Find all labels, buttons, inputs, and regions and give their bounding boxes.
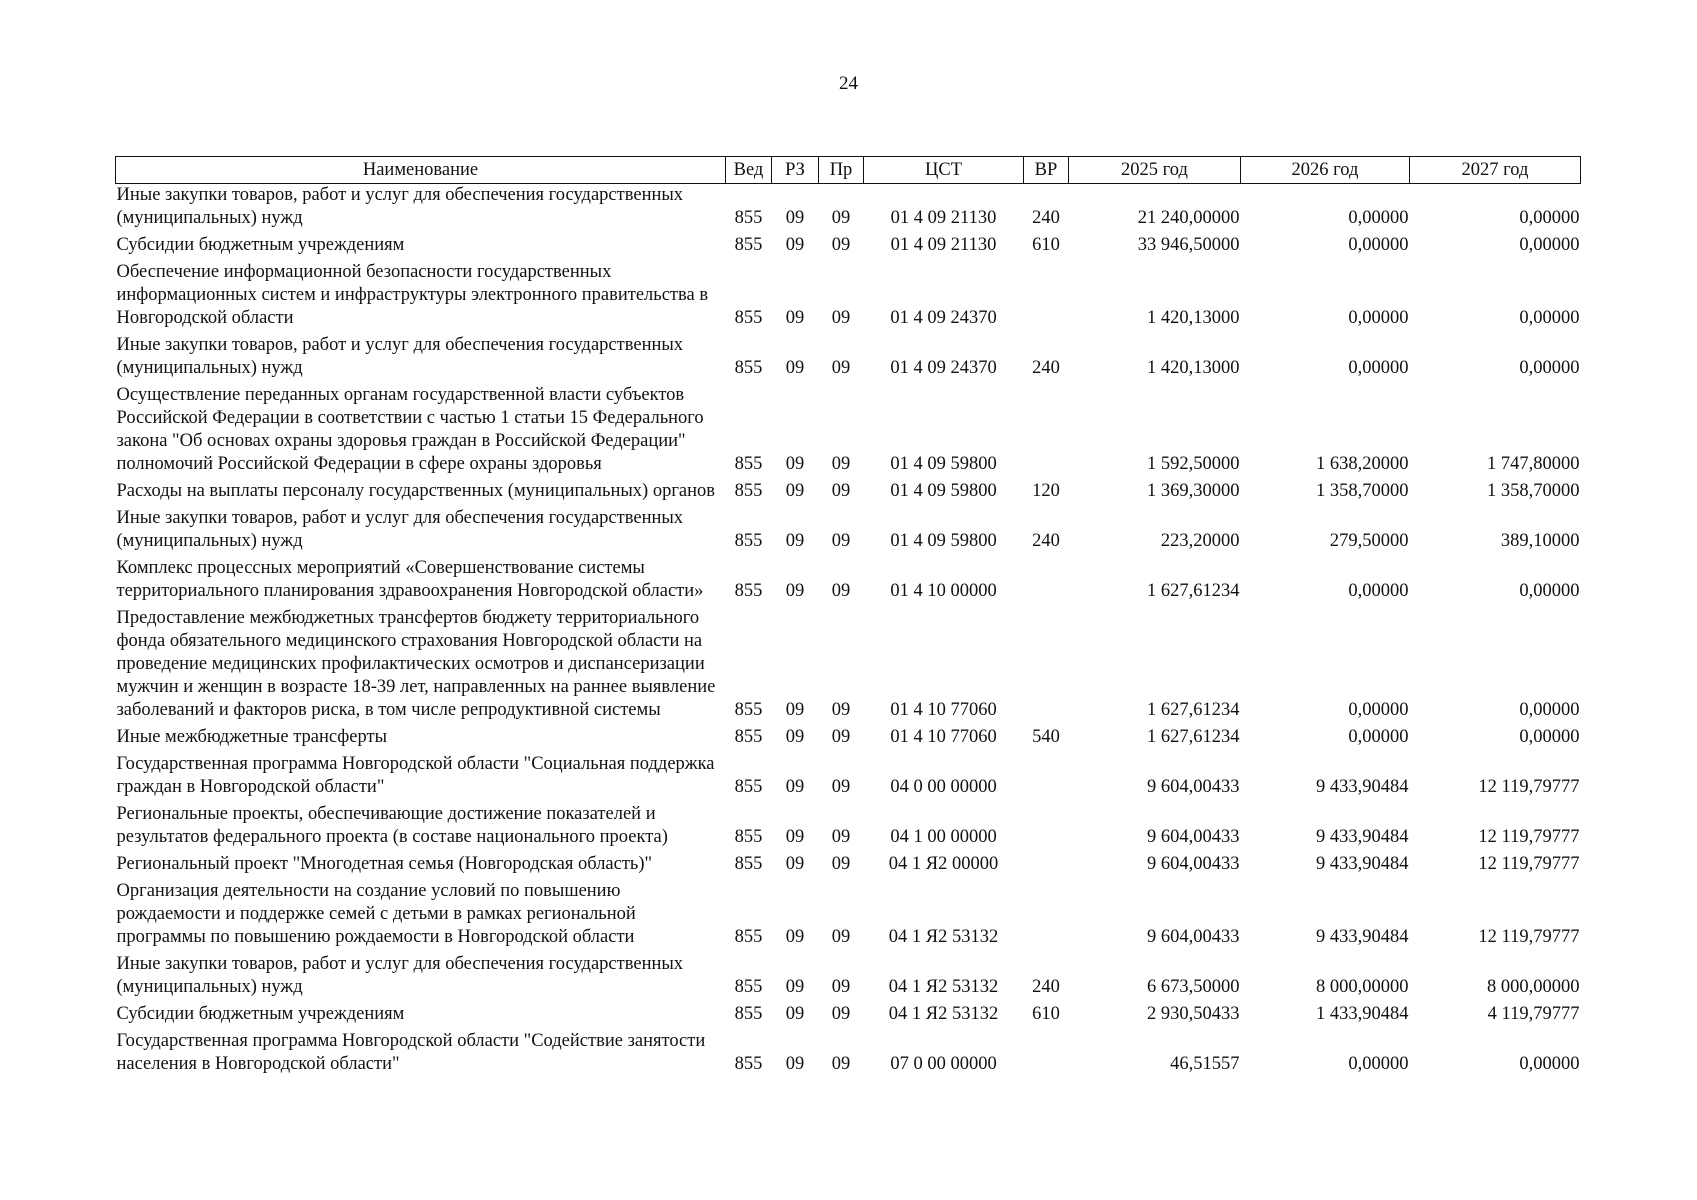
- row-pr: 09: [831, 1054, 851, 1074]
- row-ved: 855: [734, 700, 763, 720]
- budget-table: [115, 156, 1581, 1080]
- row-amount-2027: 1 358,70000: [1487, 481, 1580, 501]
- row-cst: 01 4 09 59800: [890, 454, 997, 474]
- row-pr: 09: [831, 581, 851, 601]
- row-vr: [1024, 261, 1069, 334]
- row-amount-2026: 0,00000: [1348, 235, 1409, 255]
- row-pr: 09: [831, 454, 851, 474]
- table-row: [116, 726, 1581, 753]
- row-pr: 09: [831, 977, 851, 997]
- row-ved: 855: [734, 777, 763, 797]
- row-rz: 09: [785, 581, 805, 601]
- row-pr: 09: [831, 777, 851, 797]
- row-pr: 09: [831, 235, 851, 255]
- row-amount-2026: 9 433,90484: [1316, 827, 1409, 847]
- row-vr: 240: [1032, 208, 1060, 228]
- row-amount-2027: 0,00000: [1519, 208, 1580, 228]
- row-vr: [1024, 384, 1069, 480]
- row-vr: [1024, 803, 1069, 853]
- row-amount-2027: 0,00000: [1519, 358, 1580, 378]
- row-rz: 09: [785, 481, 805, 501]
- row-amount-2027: 0,00000: [1519, 581, 1580, 601]
- header-2025: 2025 год: [1069, 157, 1241, 184]
- row-rz: 09: [785, 927, 805, 947]
- row-vr: 240: [1032, 358, 1060, 378]
- row-pr: 09: [831, 531, 851, 551]
- row-name: Осуществление переданных органам государственной власти субъектов Российской Федерации в соответствии с частью 1 статьи 15 Федерального закона "Об основах охраны здоровья граждан в Российской Федерации" полномочий Российской Федерации в сфере охраны здоровья: [116, 385, 704, 474]
- row-vr: [1024, 880, 1069, 953]
- row-amount-2025: 1 369,30000: [1147, 481, 1240, 501]
- row-amount-2026: 0,00000: [1348, 208, 1409, 228]
- row-ved: 855: [734, 927, 763, 947]
- row-amount-2025: 223,20000: [1160, 531, 1240, 551]
- row-pr: 09: [831, 827, 851, 847]
- row-amount-2025: 46,51557: [1170, 1054, 1240, 1074]
- table-row: [116, 480, 1581, 507]
- row-amount-2026: 0,00000: [1348, 1054, 1409, 1074]
- header-rz: РЗ: [772, 157, 819, 184]
- row-amount-2025: 9 604,00433: [1147, 927, 1240, 947]
- row-cst: 04 1 00 00000: [890, 827, 997, 847]
- row-vr: 610: [1032, 1004, 1060, 1024]
- row-amount-2026: 0,00000: [1348, 700, 1409, 720]
- page-number: 24: [839, 73, 858, 94]
- row-amount-2025: 2 930,50433: [1147, 1004, 1240, 1024]
- table-row: [116, 1030, 1581, 1080]
- row-rz: 09: [785, 977, 805, 997]
- header-cst: ЦСТ: [864, 157, 1024, 184]
- row-rz: 09: [785, 827, 805, 847]
- row-amount-2026: 9 433,90484: [1316, 854, 1409, 874]
- table-row: [116, 753, 1581, 803]
- row-amount-2027: 0,00000: [1519, 727, 1580, 747]
- row-vr: [1024, 1030, 1069, 1080]
- row-amount-2025: 9 604,00433: [1147, 827, 1240, 847]
- row-amount-2025: 1 627,61234: [1147, 581, 1240, 601]
- row-amount-2025: 6 673,50000: [1147, 977, 1240, 997]
- row-ved: 855: [734, 977, 763, 997]
- row-ved: 855: [734, 308, 763, 328]
- table-row: [116, 803, 1581, 853]
- row-amount-2025: 21 240,00000: [1137, 208, 1240, 228]
- row-amount-2026: 1 638,20000: [1316, 454, 1409, 474]
- row-cst: 01 4 09 59800: [890, 481, 997, 501]
- header-name: Наименование: [116, 157, 726, 184]
- row-name: Региональный проект "Многодетная семья (Новгородская область)": [116, 854, 653, 874]
- row-ved: 855: [734, 208, 763, 228]
- row-cst: 04 1 Я2 53132: [888, 927, 999, 947]
- row-rz: 09: [785, 854, 805, 874]
- table-row: [116, 853, 1581, 880]
- row-amount-2025: 1 627,61234: [1147, 727, 1240, 747]
- row-name: Иные закупки товаров, работ и услуг для обеспечения государственных (муниципальных) нужд: [116, 335, 684, 378]
- row-pr: 09: [831, 208, 851, 228]
- row-amount-2025: 1 627,61234: [1147, 700, 1240, 720]
- row-amount-2026: 1 433,90484: [1316, 1004, 1409, 1024]
- row-amount-2027: 1 747,80000: [1487, 454, 1580, 474]
- table-body: [116, 184, 1581, 1081]
- row-pr: 09: [831, 1004, 851, 1024]
- row-ved: 855: [734, 854, 763, 874]
- table-row: [116, 607, 1581, 726]
- row-vr: 540: [1032, 727, 1060, 747]
- row-vr: 120: [1032, 481, 1060, 501]
- row-name: Организация деятельности на создание условий по повышению рождаемости и поддержке семей с детьми в рамках региональной программы по повышению рождаемости в Новгородской области: [116, 881, 636, 947]
- row-vr: [1024, 607, 1069, 726]
- row-amount-2027: 8 000,00000: [1487, 977, 1580, 997]
- row-cst: 01 4 09 21130: [890, 208, 997, 228]
- row-ved: 855: [734, 727, 763, 747]
- table-row: [116, 234, 1581, 261]
- table-row: [116, 557, 1581, 607]
- row-cst: 04 0 00 00000: [890, 777, 997, 797]
- row-rz: 09: [785, 358, 805, 378]
- row-rz: 09: [785, 727, 805, 747]
- row-pr: 09: [831, 308, 851, 328]
- header-ved: Вед: [726, 157, 772, 184]
- row-name: Обеспечение информационной безопасности государственных информационных систем и инфраструктуры электронного правительства в Новгородской области: [116, 262, 709, 328]
- row-amount-2026: 9 433,90484: [1316, 927, 1409, 947]
- row-name: Государственная программа Новгородской области "Содействие занятости населения в Новгородской области": [116, 1031, 706, 1074]
- row-ved: 855: [734, 1004, 763, 1024]
- row-ved: 855: [734, 454, 763, 474]
- row-amount-2027: 0,00000: [1519, 308, 1580, 328]
- row-pr: 09: [831, 700, 851, 720]
- row-name: Расходы на выплаты персоналу государственных (муниципальных) органов: [116, 481, 716, 501]
- row-cst: 01 4 10 77060: [890, 727, 997, 747]
- row-ved: 855: [734, 581, 763, 601]
- row-amount-2026: 0,00000: [1348, 727, 1409, 747]
- row-name: Предоставление межбюджетных трансфертов бюджету территориального фонда обязательного медицинского страхования Новгородской области на проведение медицинских профилактических осмотров и диспансеризации мужчин и женщин в возрасте 18-39 лет, направленных на раннее выявление заболеваний и факторов риска, в том числе репродуктивной системы: [116, 608, 716, 720]
- row-rz: 09: [785, 777, 805, 797]
- row-cst: 01 4 10 00000: [890, 581, 997, 601]
- row-vr: 240: [1032, 977, 1060, 997]
- row-ved: 855: [734, 481, 763, 501]
- row-amount-2027: 0,00000: [1519, 700, 1580, 720]
- row-amount-2026: 8 000,00000: [1316, 977, 1409, 997]
- row-name: Субсидии бюджетным учреждениям: [116, 1004, 405, 1024]
- row-cst: 04 1 Я2 53132: [888, 1004, 999, 1024]
- row-cst: 01 4 09 24370: [890, 358, 997, 378]
- row-amount-2027: 12 119,79777: [1478, 854, 1580, 874]
- row-vr: [1024, 557, 1069, 607]
- row-amount-2026: 0,00000: [1348, 581, 1409, 601]
- row-rz: 09: [785, 454, 805, 474]
- row-cst: 04 1 Я2 00000: [888, 854, 999, 874]
- row-name: Региональные проекты, обеспечивающие достижение показателей и результатов федерального проекта (в составе национального проекта): [116, 804, 668, 847]
- row-name: Субсидии бюджетным учреждениям: [116, 235, 405, 255]
- row-name: Иные закупки товаров, работ и услуг для обеспечения государственных (муниципальных) нужд: [116, 508, 684, 551]
- row-ved: 855: [734, 235, 763, 255]
- header-2027: 2027 год: [1410, 157, 1581, 184]
- header-pr: Пр: [819, 157, 864, 184]
- table-row: [116, 880, 1581, 953]
- row-amount-2026: 0,00000: [1348, 308, 1409, 328]
- row-name: Иные закупки товаров, работ и услуг для обеспечения государственных (муниципальных) нужд: [116, 185, 684, 228]
- row-pr: 09: [831, 854, 851, 874]
- row-rz: 09: [785, 1054, 805, 1074]
- table-row: [116, 953, 1581, 1003]
- table-row: [116, 1003, 1581, 1030]
- table-row: [116, 261, 1581, 334]
- row-cst: 04 1 Я2 53132: [888, 977, 999, 997]
- row-amount-2027: 12 119,79777: [1478, 927, 1580, 947]
- row-amount-2027: 389,10000: [1500, 531, 1580, 551]
- row-amount-2025: 1 420,13000: [1147, 308, 1240, 328]
- row-cst: 01 4 09 24370: [890, 308, 997, 328]
- table-row: [116, 384, 1581, 480]
- row-rz: 09: [785, 208, 805, 228]
- row-cst: 07 0 00 00000: [890, 1054, 997, 1074]
- table-header: [116, 157, 1581, 184]
- row-amount-2027: 4 119,79777: [1487, 1004, 1580, 1024]
- row-amount-2026: 0,00000: [1348, 358, 1409, 378]
- row-vr: 610: [1032, 235, 1060, 255]
- row-rz: 09: [785, 700, 805, 720]
- row-name: Комплекс процессных мероприятий «Совершенствование системы территориального планирования здравоохранения Новгородской области»: [116, 558, 704, 601]
- row-amount-2026: 9 433,90484: [1316, 777, 1409, 797]
- table-row: [116, 334, 1581, 384]
- row-amount-2026: 279,50000: [1329, 531, 1409, 551]
- row-ved: 855: [734, 1054, 763, 1074]
- row-name: Иные закупки товаров, работ и услуг для обеспечения государственных (муниципальных) нужд: [116, 954, 684, 997]
- row-amount-2027: 12 119,79777: [1478, 777, 1580, 797]
- row-amount-2027: 0,00000: [1519, 235, 1580, 255]
- row-ved: 855: [734, 358, 763, 378]
- header-vr: ВР: [1024, 157, 1069, 184]
- row-rz: 09: [785, 308, 805, 328]
- row-pr: 09: [831, 727, 851, 747]
- row-amount-2025: 33 946,50000: [1137, 235, 1240, 255]
- row-amount-2027: 0,00000: [1519, 1054, 1580, 1074]
- row-amount-2027: 12 119,79777: [1478, 827, 1580, 847]
- row-name: Иные межбюджетные трансферты: [116, 727, 388, 747]
- row-vr: 240: [1032, 531, 1060, 551]
- row-cst: 01 4 10 77060: [890, 700, 997, 720]
- row-amount-2026: 1 358,70000: [1316, 481, 1409, 501]
- row-rz: 09: [785, 1004, 805, 1024]
- header-2026: 2026 год: [1241, 157, 1410, 184]
- row-cst: 01 4 09 59800: [890, 531, 997, 551]
- table-row: [116, 507, 1581, 557]
- row-amount-2025: 9 604,00433: [1147, 854, 1240, 874]
- row-amount-2025: 1 592,50000: [1147, 454, 1240, 474]
- row-pr: 09: [831, 358, 851, 378]
- row-ved: 855: [734, 827, 763, 847]
- row-amount-2025: 1 420,13000: [1147, 358, 1240, 378]
- row-name: Государственная программа Новгородской области "Социальная поддержка граждан в Новгородской области": [116, 754, 715, 797]
- table-row: [116, 184, 1581, 235]
- row-amount-2025: 9 604,00433: [1147, 777, 1240, 797]
- row-vr: [1024, 753, 1069, 803]
- row-rz: 09: [785, 235, 805, 255]
- row-rz: 09: [785, 531, 805, 551]
- row-ved: 855: [734, 531, 763, 551]
- row-pr: 09: [831, 481, 851, 501]
- row-vr: [1024, 853, 1069, 880]
- row-pr: 09: [831, 927, 851, 947]
- row-cst: 01 4 09 21130: [890, 235, 997, 255]
